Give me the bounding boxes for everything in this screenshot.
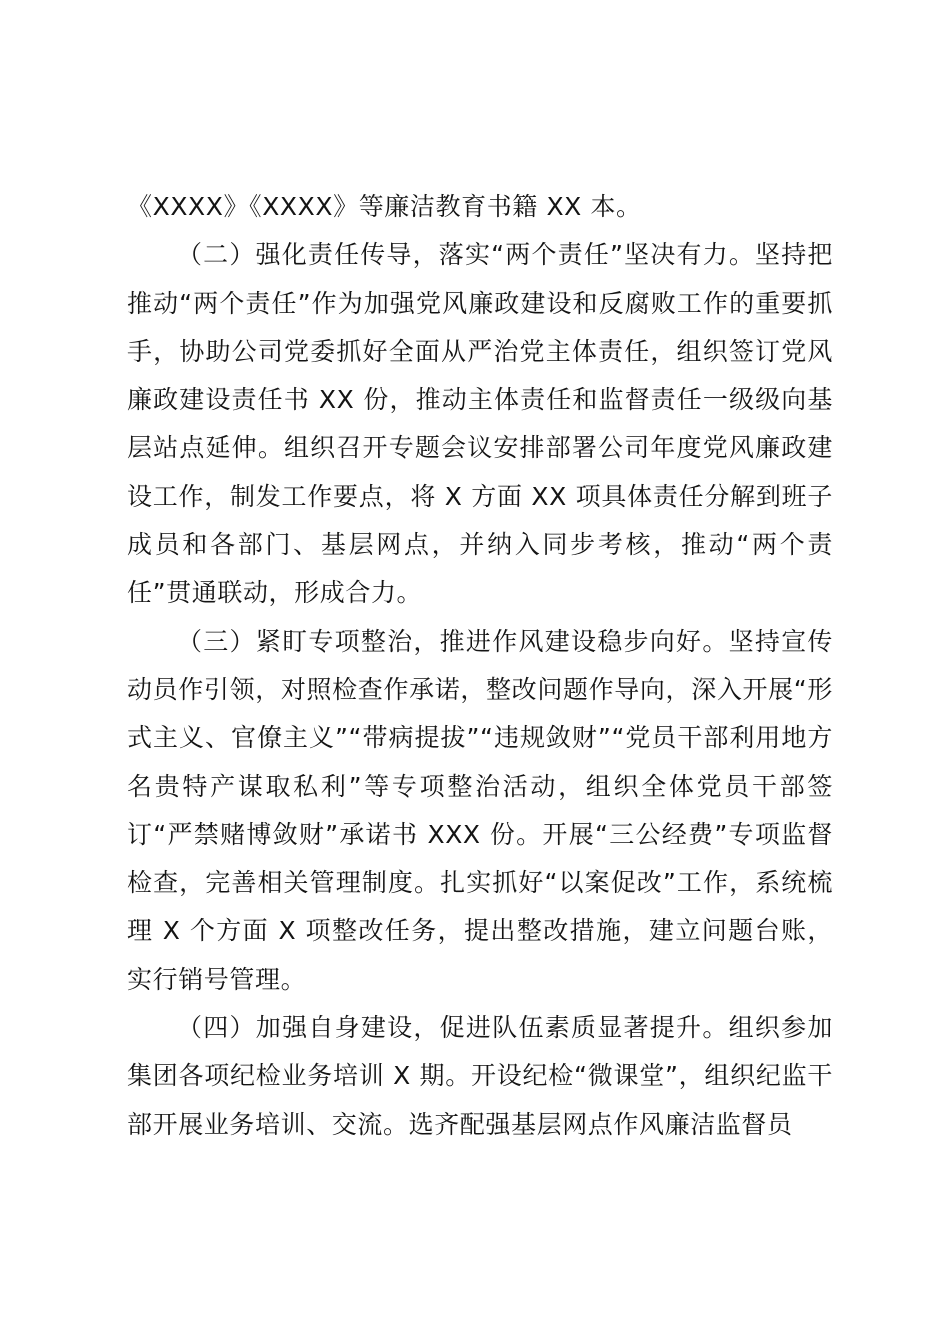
paragraph-section-3: （三）紧盯专项整治，推进作风建设稳步向好。坚持宣传动员作引领，对照检查作承诺，整改问题作导向，深入开展“形式主义、官僚主义”“带病提拔”“违规敛财”“党员干部利用地方名贵特产谋取私利”等专项整治活动，组织全体党员干部签订“严禁赌博敛财”承诺书 XXX 份。开展“三公经费”专项监督检查，完善相关管理制度。扎实抓好“以案促改”工作，系统梳理 X 个方面 X 项整改任务，提出整改措施，建立问题台账，实行销号管理。 [127, 626, 833, 994]
body-text [127, 183, 833, 1149]
paragraph-continuation: 《XXXX》《XXXX》等廉洁教育书籍 XX 本。 [127, 192, 642, 221]
paragraph-section-2: （二）强化责任传导，落实“两个责任”坚决有力。坚持把推动“两个责任”作为加强党风廉政建设和反腐败工作的重要抓手，协助公司党委抓好全面从严治党主体责任，组织签订党风廉政建设责任书 XX 份，推动主体责任和监督责任一级级向基层站点延伸。组织召开专题会议安排部署公司年度党风廉政建设工作，制发工作要点，将 X 方面 XX 项具体责任分解到班子成员和各部门、基层网点，并纳入同步考核，推动“两个责任”贯通联动，形成合力。 [127, 240, 833, 608]
paragraph-section-4: （四）加强自身建设，促进队伍素质显著提升。组织参加集团各项纪检业务培训 X 期。开设纪检“微课堂”，组织纪监干部开展业务培训、交流。选齐配强基层网点作风廉洁监督员 [127, 1013, 833, 1139]
